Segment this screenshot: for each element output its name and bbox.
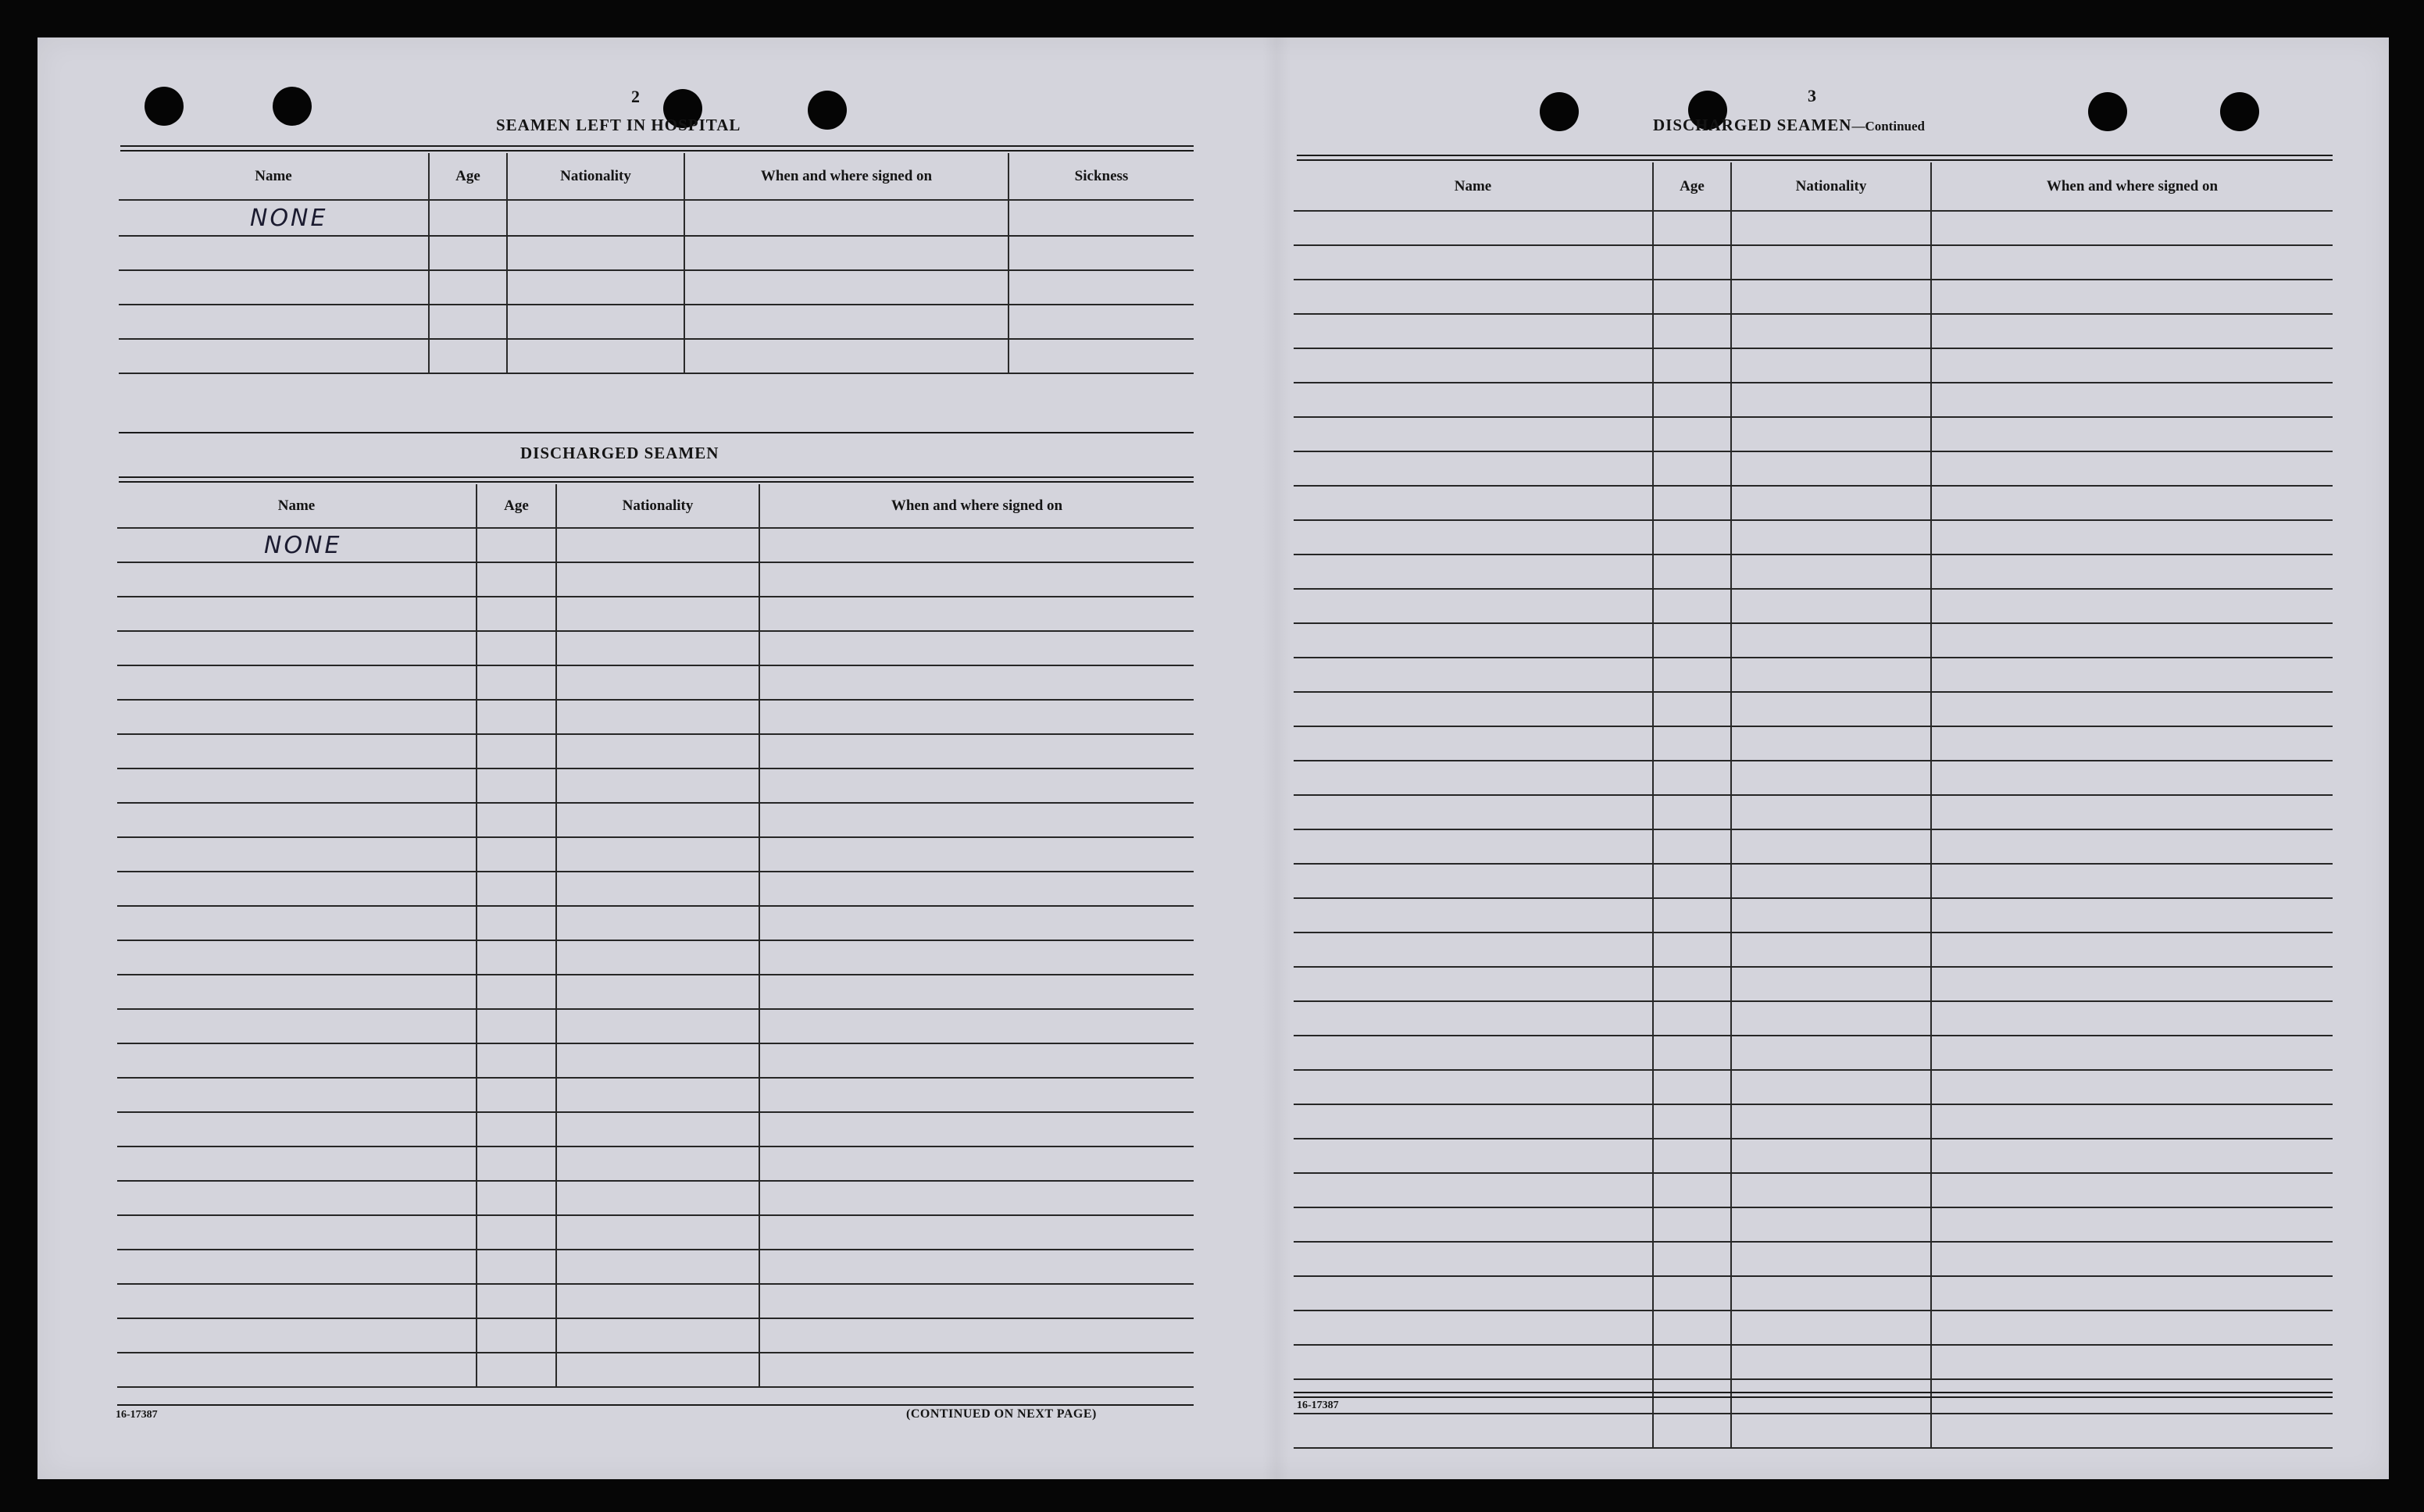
hospital-col-age: Age — [429, 153, 507, 200]
punch-hole — [273, 87, 312, 126]
table-row — [1294, 1001, 2333, 1036]
table-row — [119, 305, 1194, 339]
hospital-header-rule — [120, 145, 1194, 152]
table-row — [1294, 245, 2333, 280]
table-row — [1294, 1070, 2333, 1104]
table-row — [1294, 280, 2333, 314]
table-row — [1294, 211, 2333, 245]
table-row — [1294, 1345, 2333, 1379]
discharged-continued-table — [1294, 162, 2333, 1449]
table-row — [117, 528, 1194, 562]
table-row — [1294, 1207, 2333, 1242]
table-row — [119, 236, 1194, 270]
right-bottom-rule — [1294, 1392, 2333, 1398]
discharged-header-rule — [119, 476, 1194, 483]
table-row — [117, 631, 1194, 665]
table-row — [117, 1078, 1194, 1112]
table-row — [1294, 1139, 2333, 1173]
table-row — [1294, 520, 2333, 555]
table-row — [1294, 589, 2333, 623]
table-row — [1294, 1036, 2333, 1070]
table-row — [119, 270, 1194, 305]
table-row — [1294, 451, 2333, 486]
table-row — [1294, 383, 2333, 417]
table-row — [117, 1250, 1194, 1284]
right-col-nationality: Nationality — [1731, 162, 1931, 211]
table-row — [1294, 555, 2333, 589]
table-row — [117, 1009, 1194, 1043]
table-row — [117, 562, 1194, 597]
discharged-bottom-rule — [117, 1404, 1194, 1406]
table-row — [117, 837, 1194, 872]
table-row — [1294, 1276, 2333, 1311]
table-row — [1294, 692, 2333, 726]
table-row — [117, 768, 1194, 803]
right-col-name: Name — [1294, 162, 1653, 211]
table-row — [1294, 967, 2333, 1001]
page-number-left: 2 — [631, 87, 640, 106]
discharged-col-nationality: Nationality — [556, 484, 759, 528]
table-row — [1294, 898, 2333, 933]
table-row — [117, 975, 1194, 1009]
table-row — [1294, 417, 2333, 451]
discharged-col-name: Name — [117, 484, 477, 528]
page-fold — [1262, 37, 1291, 1479]
hospital-handwritten-entry: NONE — [250, 204, 328, 232]
discharged-table — [117, 484, 1194, 1388]
table-row — [1294, 829, 2333, 864]
table-row — [1294, 623, 2333, 658]
discharged-col-age: Age — [477, 484, 556, 528]
table-row — [1294, 1242, 2333, 1276]
table-row — [117, 1318, 1194, 1353]
hospital-col-nationality: Nationality — [507, 153, 684, 200]
table-row — [117, 1146, 1194, 1181]
scanned-document — [37, 37, 2389, 1479]
table-row — [119, 200, 1194, 236]
discharged-continued-title-main: DISCHARGED SEAMEN — [1653, 116, 1852, 134]
table-row — [1294, 726, 2333, 761]
right-header-rule — [1297, 155, 2333, 161]
table-row — [117, 1353, 1194, 1387]
punch-hole — [1540, 92, 1579, 131]
table-row — [117, 1284, 1194, 1318]
punch-hole — [145, 87, 184, 126]
hospital-table — [119, 153, 1194, 374]
table-row — [1294, 1414, 2333, 1448]
punch-hole — [2088, 92, 2127, 131]
hospital-section-title: SEAMEN LEFT IN HOSPITAL — [496, 116, 741, 134]
table-row — [1294, 658, 2333, 692]
punch-hole — [2220, 92, 2259, 131]
table-row — [1294, 864, 2333, 898]
form-number-right: 16-17387 — [1297, 1400, 1339, 1411]
table-row — [119, 339, 1194, 373]
table-row — [117, 1112, 1194, 1146]
discharged-section-title: DISCHARGED SEAMEN — [520, 444, 719, 462]
table-row — [1294, 795, 2333, 829]
table-row — [117, 906, 1194, 940]
hospital-col-name: Name — [119, 153, 429, 200]
table-row — [1294, 1173, 2333, 1207]
table-row — [1294, 486, 2333, 520]
discharged-continued-title — [1653, 116, 1925, 135]
discharged-col-signed-on: When and where signed on — [759, 484, 1194, 528]
table-row — [117, 1181, 1194, 1215]
table-row — [117, 665, 1194, 700]
table-row — [117, 803, 1194, 837]
right-col-age: Age — [1653, 162, 1731, 211]
continued-note: (CONTINUED ON NEXT PAGE) — [906, 1407, 1097, 1421]
table-row — [117, 872, 1194, 906]
table-row — [117, 700, 1194, 734]
discharged-continued-title-suffix: —Continued — [1851, 119, 1925, 134]
discharged-handwritten-entry: NONE — [264, 531, 342, 559]
right-col-signed-on: When and where signed on — [1931, 162, 2333, 211]
table-row — [117, 1043, 1194, 1078]
table-row — [1294, 761, 2333, 795]
table-row — [1294, 933, 2333, 967]
table-row — [1294, 1311, 2333, 1345]
form-number-left: 16-17387 — [116, 1409, 158, 1421]
hospital-col-sickness: Sickness — [1009, 153, 1194, 200]
punch-hole — [808, 91, 847, 130]
table-row — [1294, 348, 2333, 383]
table-row — [117, 734, 1194, 768]
hospital-bottom-rule — [119, 432, 1194, 433]
table-row — [1294, 1104, 2333, 1139]
table-row — [117, 940, 1194, 975]
hospital-col-signed-on: When and where signed on — [684, 153, 1009, 200]
page-number-right: 3 — [1808, 86, 1816, 105]
table-row — [117, 597, 1194, 631]
table-row — [117, 1215, 1194, 1250]
table-row — [1294, 314, 2333, 348]
